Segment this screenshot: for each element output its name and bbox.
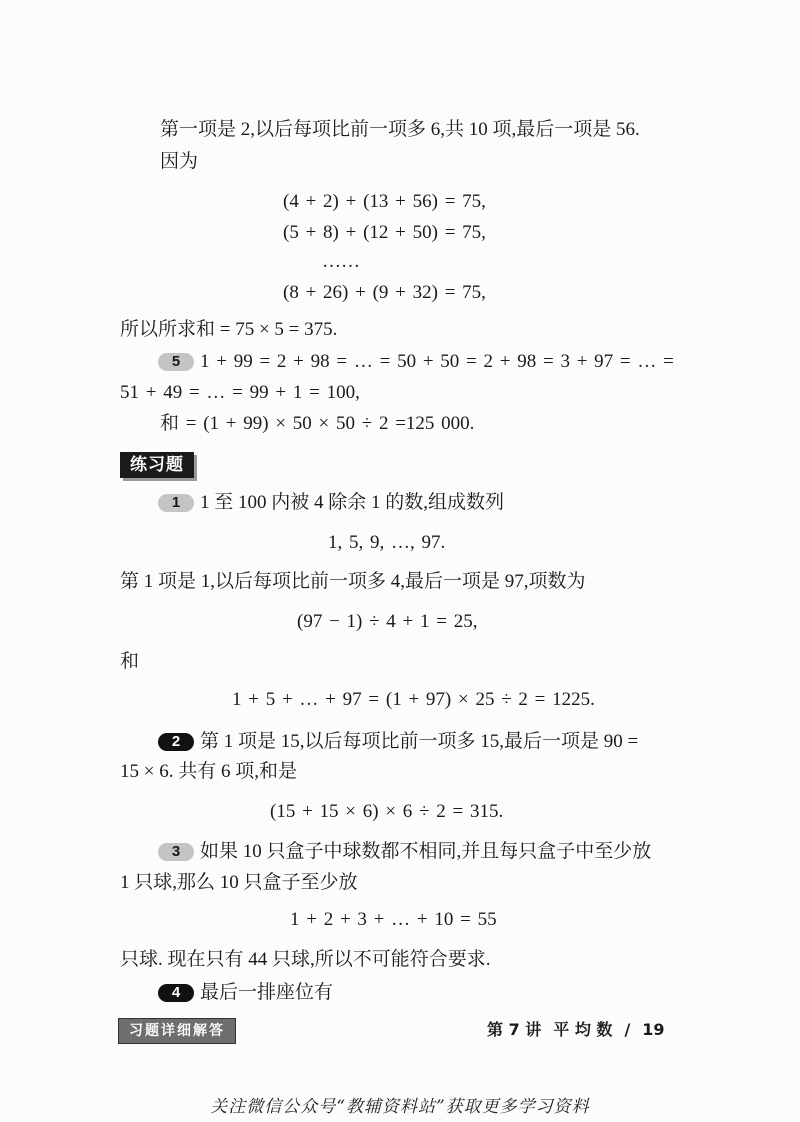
exercise-1-and-label: 和 <box>120 651 140 672</box>
exercise-4-number-badge: 4 <box>158 984 194 1002</box>
exercise-3-line-1: 如果 10 只盒子中球数都不相同,并且每只盒子中至少放 <box>200 841 652 862</box>
exercise-1-line-2: 第 1 项是 1,以后每项比前一项多 4,最后一项是 97,项数为 <box>120 571 586 592</box>
exercise-1-line-1: 1 至 100 内被 4 除余 1 的数,组成数列 <box>200 492 505 513</box>
exercise-3-number-badge: 3 <box>158 843 194 861</box>
watermark-text: 关注微信公众号“教辅资料站”获取更多学习资料 <box>210 1097 590 1117</box>
exercise-2-line-2: 15 × 6. 共有 6 项,和是 <box>120 761 297 782</box>
exercise-2-line-1: 第 1 项是 15,以后每项比前一项多 15,最后一项是 90 = <box>200 731 639 752</box>
exercise-2-number-badge: 2 <box>158 733 194 751</box>
item-5-line-1: 1 + 99 = 2 + 98 = … = 50 + 50 = 2 + 98 = 3 + 97 = … = <box>200 351 674 372</box>
exercise-1-equation-2: 1 + 5 + … + 97 = (1 + 97) × 25 ÷ 2 = 1225. <box>232 689 595 710</box>
footer-chapter-title: 平 均 数 <box>553 1020 613 1039</box>
intro-equation-1: (4 + 2) + (13 + 56) = 75, <box>283 191 486 212</box>
exercise-4-line-1: 最后一排座位有 <box>200 982 334 1003</box>
exercise-1-number-badge: 1 <box>158 494 194 512</box>
intro-equation-3: (8 + 26) + (9 + 32) = 75, <box>283 282 486 303</box>
exercise-2-equation: (15 + 15 × 6) × 6 ÷ 2 = 315. <box>270 801 504 822</box>
item-5-line-2: 51 + 49 = … = 99 + 1 = 100, <box>120 382 360 403</box>
item-5-line-3: 和 = (1 + 99) × 50 × 50 ÷ 2 =125 000. <box>160 413 475 434</box>
footer-running-head <box>487 1017 665 1043</box>
exercise-3-line-2: 1 只球,那么 10 只盒子至少放 <box>120 872 358 893</box>
intro-equation-2: (5 + 8) + (12 + 50) = 75, <box>283 222 486 243</box>
footer-separator: / <box>624 1020 631 1039</box>
footer-section-label: 习题详细解答 <box>118 1018 236 1044</box>
intro-conclusion: 所以所求和 = 75 × 5 = 375. <box>120 319 338 340</box>
intro-ellipsis: …… <box>322 251 360 272</box>
exercise-3-equation: 1 + 2 + 3 + … + 10 = 55 <box>290 909 497 930</box>
exercise-1-sequence: 1, 5, 9, …, 97. <box>328 532 446 553</box>
exercise-1-equation-1: (97 − 1) ÷ 4 + 1 = 25, <box>297 611 478 632</box>
intro-line-2: 因为 <box>160 151 199 172</box>
item-5-number-badge: 5 <box>158 353 194 371</box>
footer-page-number: 19 <box>642 1020 665 1039</box>
section-header-exercises: 练习题 <box>120 452 194 478</box>
footer-chapter: 第 7 讲 <box>487 1020 542 1039</box>
intro-line-1: 第一项是 2,以后每项比前一项多 6,共 10 项,最后一项是 56. <box>160 119 640 140</box>
exercise-3-line-3: 只球. 现在只有 44 只球,所以不可能符合要求. <box>120 949 491 970</box>
